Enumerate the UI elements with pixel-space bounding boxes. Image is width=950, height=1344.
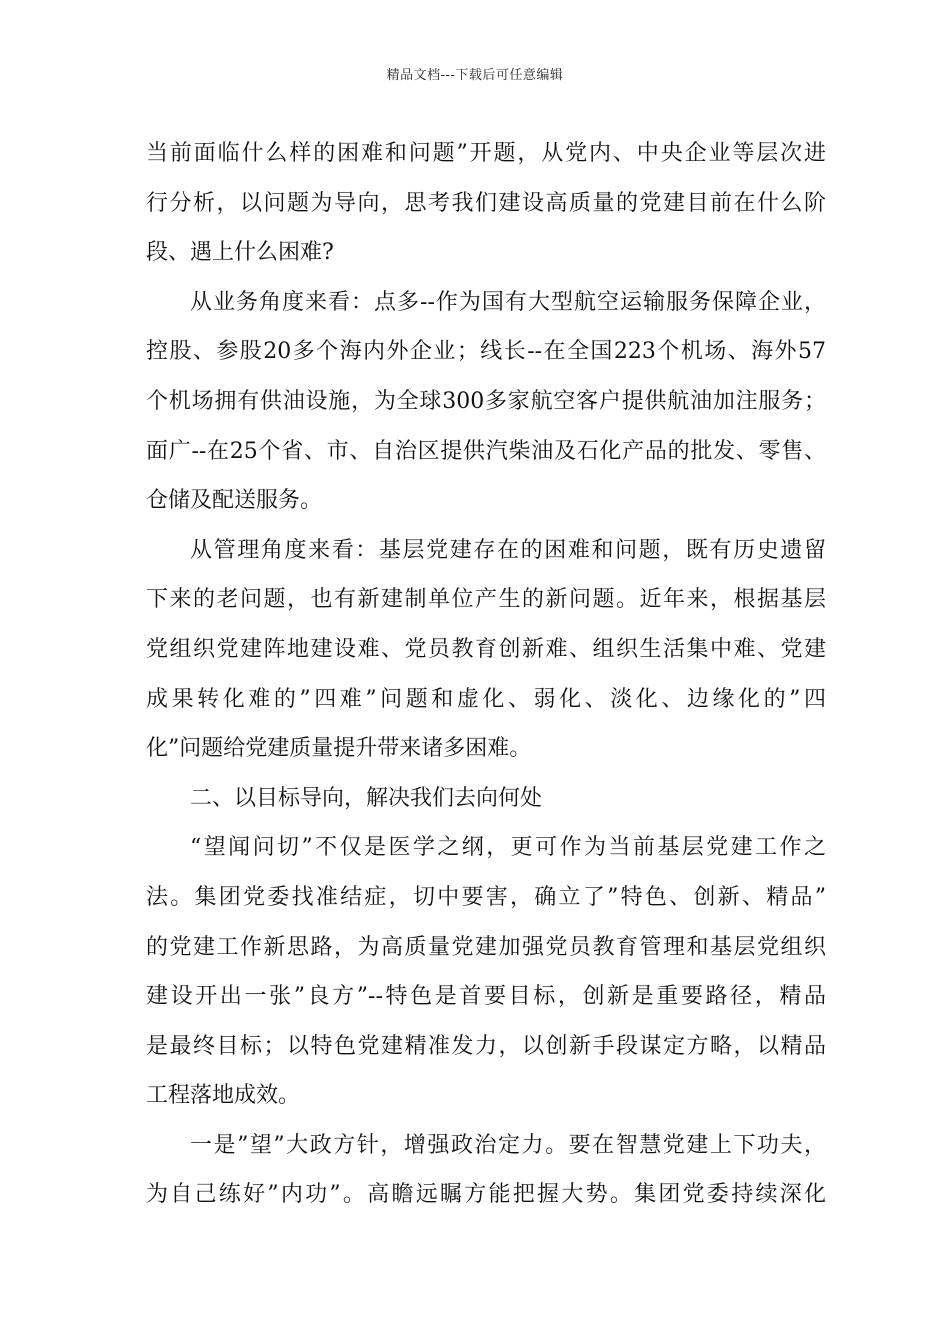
document-body <box>146 129 826 1220</box>
text-line: 控股、参股20多个海内外企业；线长--在全国223个机场、海外57 <box>146 339 826 365</box>
text-line: 个机场拥有供油设施，为全球300多家航空客户提供航油加注服务； <box>146 388 826 414</box>
text-line: 是最终目标；以特色党建精准发力，以创新手段谋定方略，以精品 <box>146 1033 826 1059</box>
text-line: 化”问题给党建质量提升带来诸多困难。 <box>146 736 532 762</box>
page-header: 精品文档---下载后可任意编辑 <box>386 68 564 83</box>
text-line: 下来的老问题，也有新建制单位产生的新问题。近年来，根据基层 <box>146 587 826 613</box>
text-line: 仓储及配送服务。 <box>146 488 323 514</box>
paragraph-start-line: 从业务角度来看：点多--作为国有大型航空运输服务保障企业， <box>190 289 826 315</box>
text-line: 为自己练好”内功”。高瞻远瞩方能把握大势。集团党委持续深化 <box>146 1182 826 1208</box>
text-line: 法。集团党委找准结症，切中要害，确立了”特色、创新、精品” <box>146 884 826 910</box>
paragraph-start-line: “望闻问切”不仅是医学之纲，更可作为当前基层党建工作之 <box>190 835 826 861</box>
text-line: 面广--在25个省、市、自治区提供汽柴油及石化产品的批发、零售、 <box>146 438 826 464</box>
section-heading: 二、以目标导向，解决我们去向何处 <box>190 785 543 811</box>
text-line: 段、遇上什么困难? <box>146 240 334 266</box>
text-line: 工程落地成效。 <box>146 1083 301 1109</box>
text-line: 成果转化难的”四难”问题和虚化、弱化、淡化、边缘化的”四 <box>146 686 826 712</box>
text-line: 的党建工作新思路，为高质量党建加强党员教育管理和基层党组织 <box>146 934 826 960</box>
text-line: 行分析，以问题为导向，思考我们建设高质量的党建目前在什么阶 <box>146 190 826 216</box>
paragraph-start-line: 一是”望”大政方针，增强政治定力。要在智慧党建上下功夫， <box>190 1132 826 1158</box>
text-line: 当前面临什么样的困难和问题”开题，从党内、中央企业等层次进 <box>146 141 826 166</box>
text-line: 建设开出一张”良方”--特色是首要目标，创新是重要路径，精品 <box>146 984 826 1010</box>
text-line: 党组织党建阵地建设难、党员教育创新难、组织生活集中难、党建 <box>146 636 826 662</box>
paragraph-start-line: 从管理角度来看：基层党建存在的困难和问题，既有历史遗留 <box>190 537 826 563</box>
